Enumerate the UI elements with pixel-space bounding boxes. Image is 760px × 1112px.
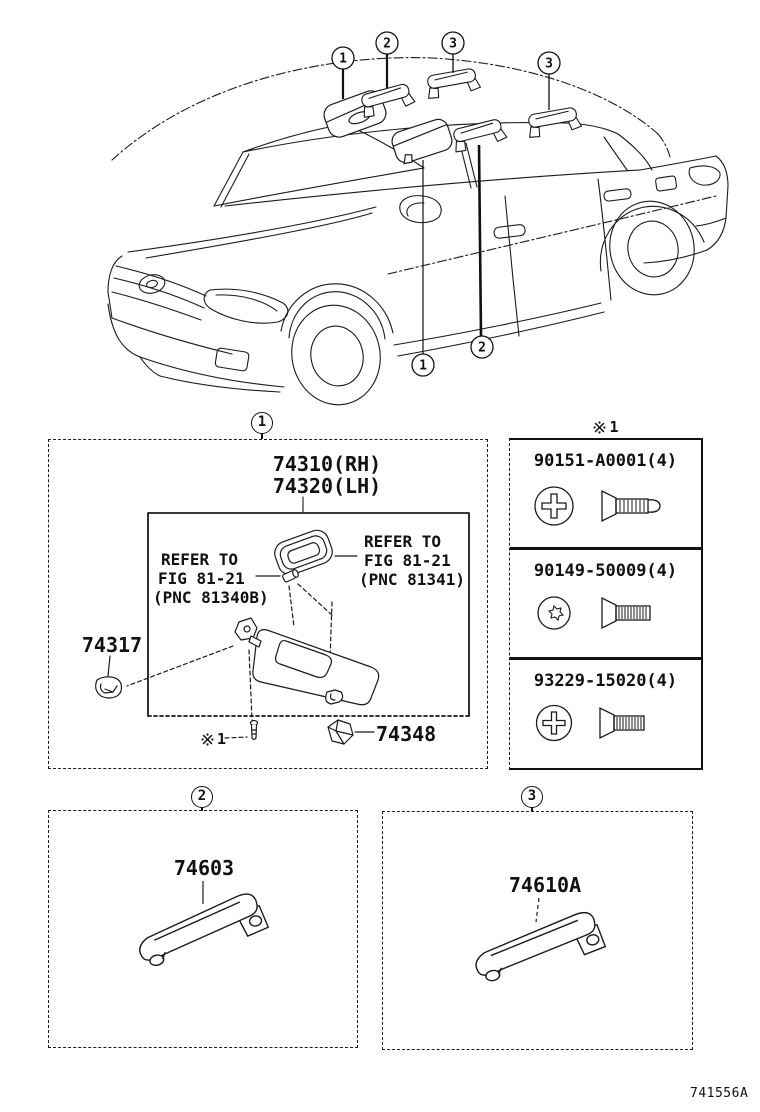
fasteners-ref-number: 1 bbox=[609, 418, 619, 436]
callout-visor-top: 1 bbox=[339, 51, 347, 67]
rear-grip-box bbox=[382, 811, 693, 1050]
refer-right-line3: (PNC 81341) bbox=[359, 570, 465, 589]
holder-part-number: 74317 bbox=[81, 633, 143, 657]
refer-note-left bbox=[153, 550, 269, 607]
clip-part-number: 74348 bbox=[376, 722, 437, 746]
fastener-row bbox=[510, 660, 701, 770]
rear-grip-part-number: 74610A bbox=[508, 873, 582, 897]
reference-mark-icon bbox=[593, 421, 606, 434]
fastener-part-number: 90149-50009(4) bbox=[533, 561, 678, 581]
vehicle-figure bbox=[0, 0, 760, 420]
callout-visor-box: 1 bbox=[251, 412, 273, 434]
visor-drawing bbox=[49, 440, 489, 770]
phillips-flat-screw-icon bbox=[510, 473, 700, 539]
fastener-part-number: 90151-A0001(4) bbox=[533, 451, 678, 471]
fastener-row bbox=[510, 550, 701, 660]
callout-visor-bottom: 1 bbox=[419, 358, 427, 374]
front-grip-part-number: 74603 bbox=[173, 856, 235, 880]
callout-grip-front-top: 2 bbox=[383, 36, 391, 52]
visor-part-lh: 74320(LH) bbox=[272, 474, 382, 498]
refer-left-line3: (PNC 81340B) bbox=[153, 588, 269, 607]
front-grip-box bbox=[48, 810, 358, 1048]
fastener-part-number: 93229-15020(4) bbox=[533, 671, 678, 691]
sun-visor-part-middle bbox=[389, 117, 454, 166]
fastener-row bbox=[510, 440, 701, 550]
callout-rear-grip-box: 3 bbox=[521, 786, 543, 808]
callout-front-grip-box: 2 bbox=[191, 786, 213, 808]
refer-right-line2: FIG 81-21 bbox=[364, 551, 451, 570]
reference-mark-icon bbox=[201, 733, 214, 746]
rear-grip-drawing bbox=[383, 812, 694, 1051]
callout-grip-bottom: 2 bbox=[478, 340, 486, 356]
screw-ref-number: 1 bbox=[217, 730, 227, 748]
callout-grip-rear-top: 3 bbox=[449, 36, 457, 52]
callout-grip-rear-side: 3 bbox=[545, 56, 553, 72]
screw-ref-label bbox=[201, 730, 226, 748]
visor-part-rh: 74310(RH) bbox=[272, 452, 382, 476]
refer-left-line1: REFER TO bbox=[161, 550, 239, 569]
refer-left-line2: FIG 81-21 bbox=[158, 569, 245, 588]
visor-box bbox=[48, 439, 488, 769]
figure-number: 741556A bbox=[690, 1086, 749, 1101]
fasteners-ref-label bbox=[509, 418, 703, 436]
front-grip-drawing bbox=[49, 811, 359, 1049]
fasteners-box bbox=[509, 438, 703, 770]
phillips-flat-screw-icon bbox=[510, 693, 700, 755]
assist-grip-part-rear-side bbox=[526, 106, 582, 138]
torx-flat-screw-icon bbox=[510, 583, 700, 645]
refer-right-line1: REFER TO bbox=[364, 532, 442, 551]
refer-note-right bbox=[359, 532, 465, 589]
